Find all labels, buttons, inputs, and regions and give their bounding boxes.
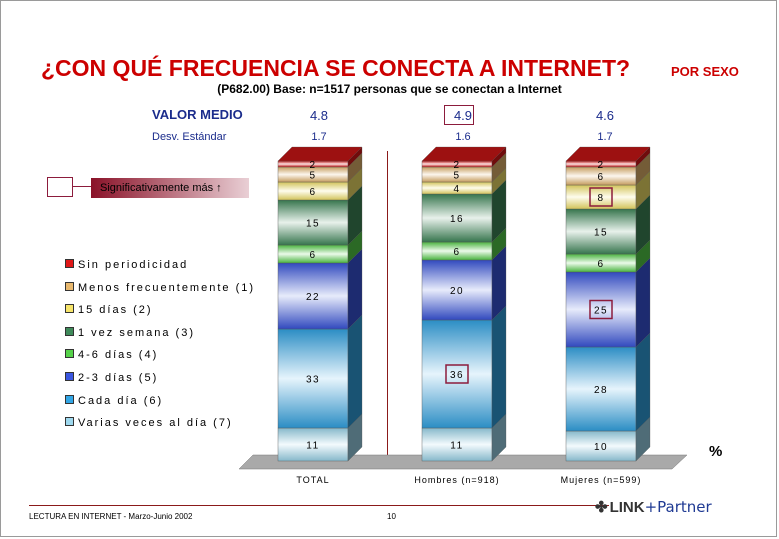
legend-label: Menos frecuentemente (1) <box>78 281 256 294</box>
data-label: 4 <box>453 184 461 195</box>
data-label: 10 <box>593 442 609 453</box>
sd-value-total: 1.7 <box>311 131 327 143</box>
data-label: 5 <box>453 170 461 182</box>
data-label: 11 <box>306 440 320 452</box>
data-label: 22 <box>305 292 321 303</box>
page-number: 10 <box>387 512 396 521</box>
bar-side <box>636 258 650 347</box>
data-label: 6 <box>453 247 461 258</box>
data-label: 20 <box>449 286 465 297</box>
data-label: 28 <box>593 385 609 396</box>
footer-line <box>29 505 609 506</box>
data-label: 16 <box>449 214 465 225</box>
legend-label: Sin periodicidad <box>78 259 189 271</box>
logo-partner-text: +Partner <box>644 498 712 516</box>
data-label: 6 <box>309 187 317 198</box>
data-label: 6 <box>597 259 605 270</box>
data-label: 33 <box>305 374 321 386</box>
legend-label: 2-3 días (5) <box>78 372 159 384</box>
logo-link-text: LINK <box>609 499 645 516</box>
legend-label: Varias veces al día (7) <box>78 417 233 430</box>
bar-top <box>278 147 362 161</box>
mean-label: VALOR MEDIO <box>152 107 243 122</box>
legend-label: 4-6 días (4) <box>78 349 159 362</box>
unit-label: % <box>709 443 723 460</box>
mean-value-hombres: 4.9 <box>453 108 473 123</box>
data-label: 15 <box>593 227 609 239</box>
category-label-mujeres: Mujeres (n=599) <box>560 475 642 485</box>
bar-side <box>636 333 650 431</box>
category-label-total: TOTAL <box>296 475 330 485</box>
stacked-bar-chart <box>1 1 778 538</box>
company-logo <box>595 498 712 516</box>
category-label-hombres: Hombres (n=918) <box>414 475 500 485</box>
data-label: 2 <box>453 160 461 171</box>
data-label: 6 <box>597 172 605 183</box>
data-label: 5 <box>309 170 317 182</box>
mean-value-mujeres: 4.6 <box>595 108 615 123</box>
bar-side <box>492 306 506 428</box>
chart-subtitle: (P682.00) Base: n=1517 personas que se conectan a Internet <box>217 82 562 96</box>
sd-value-hombres: 1.6 <box>455 131 471 143</box>
data-label: 2 <box>597 160 605 171</box>
chart-title: ¿CON QUÉ FRECUENCIA SE CONECTA A INTERNET? <box>41 55 631 81</box>
chart-title-suffix: POR SEXO <box>671 64 739 79</box>
data-label: 36 <box>449 370 465 381</box>
data-label: 6 <box>309 250 317 261</box>
sd-value-mujeres: 1.7 <box>597 131 613 143</box>
bar-top <box>422 147 506 161</box>
sd-label: Desv. Estándar <box>152 131 227 143</box>
data-label: 11 <box>450 440 464 452</box>
significance-label: Significativamente más ↑ <box>91 178 249 198</box>
data-label: 8 <box>597 193 605 204</box>
bar-top <box>566 147 650 161</box>
logo-mark-icon: ✤ <box>595 499 608 516</box>
mean-value-total: 4.8 <box>309 108 329 123</box>
legend-label: 15 días (2) <box>78 304 153 317</box>
data-label: 25 <box>593 305 609 317</box>
legend-label: 1 vez semana (3) <box>78 326 195 339</box>
legend-label: Cada día (6) <box>78 394 164 407</box>
footer-text: LECTURA EN INTERNET - Marzo-Junio 2002 <box>29 512 193 521</box>
bar-side <box>348 315 362 428</box>
data-label: 15 <box>305 218 321 230</box>
data-label: 2 <box>309 160 317 171</box>
